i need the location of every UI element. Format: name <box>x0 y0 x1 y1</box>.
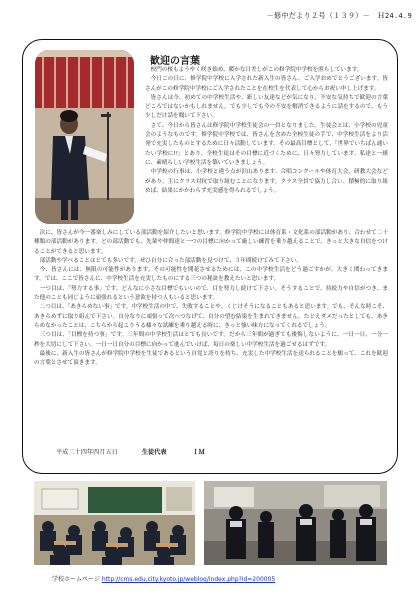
speaker-photo <box>35 50 134 224</box>
article-body-main <box>34 229 388 368</box>
paragraph: 一つ目は、「努力する事」です。どんなに小さな目標でもいいので、目を努力し続けて下さい。そうすることで、持続力や自信がつき、また他のことも同じように頑張れるという意欲を持つ人もいると思います。 <box>34 285 388 302</box>
footer-label: 学校ホームページ <box>52 576 100 583</box>
hallway-photo <box>204 481 387 565</box>
article-title: 歓迎の言葉 <box>150 56 200 67</box>
paragraph: 最後に、新入生の皆さんが修学院中学校を生徒であるという自覚と誇りを持ち、充実した中学校生活を送られることを願って、これを歓迎の言葉とさせて頂きます。 <box>34 350 388 367</box>
footer <box>52 574 275 583</box>
speaker-photo-image <box>35 50 134 224</box>
paragraph: 中学校の行事は、小学校と違う点が沢山あります。合唱コンクールや体育大会、研教大会などがあり、主にクラス対抗で取り組むことになります。クラス全員で協力し合い、積極的に取り組めば、結果にかかわらず充実感を得られるでしょう。 <box>145 169 388 194</box>
paragraph: 皆さんは今、初めての中学校生活や、新しい友達などが気になり、不安な気持ちで歓迎の言葉どころではないかもしれません。でも少しでも今の不安を解消できるように話をするので、もう少しだけ話を聞いて下さい。 <box>145 94 388 120</box>
paragraph: 校門の桜もようやく咲き始め、暖かな日差しがこの修学院中学校を照らしています。 <box>150 67 363 73</box>
homepage-link[interactable]: http://cms.edu.city.kyoto.jp/weblog/index.php?id=200005 <box>101 576 276 583</box>
signature-name: ＩＭ <box>192 449 205 456</box>
paragraph: さて、今日から皆さんは修学院中学校生徒会の一員となりました。生徒会とは、小学校の児童会のようなものです。修学院中学校では、皆さんを含めた全校生徒の手で、中学校生活をより活発で充実したものとするために日々活動しています。その最高目標として、「世界でいちばん通いたい学校に!!」とあり、全校生徒はその目標に近づくために、日々努力しています。私達と一緒に、素晴らしい学校生活を築いていきましょう。 <box>145 122 388 166</box>
signature-date: 平成二十四年四月五日 <box>56 449 118 456</box>
paragraph: 部活動や学べることはとても多いです。ぜひ自分に合った部活動を見つけて、３年間続けてみて下さい。 <box>39 257 302 264</box>
classroom-photo-image <box>34 481 195 565</box>
paragraph: 二つ目は、「あきらめない事」です。中学校生活の中で、失敗することや、くじけそうになることもあると思います。でも、そんな時こそ、あきらめずに取り組んで下さい。自分なりに頑張って次へつなげて、自分の望む結果を生まれてきません。たとえダメだったとしても、あきらめなかったことは、こちらから起こりうる様々な試練を乗り越える時に、きっと強い味方になってくれるでしょう。 <box>34 304 388 329</box>
signature-line <box>56 447 205 456</box>
newsletter-header: －修中だより２号（１３９）－ Ｈ24.4.9 <box>266 11 412 20</box>
article-body-top <box>145 66 388 196</box>
paragraph: 次に、皆さんが今一番楽しみにしている部活動を紹介したいと思います。修学院中学校には体育系・文化系の部活動があり、合わせて二十種類の部活動があります。どの部活動でも、先輩や仲間達と一つの目標に向かって厳しい練習を乗り越えることで、きっと大きな自信をつけることができると思います。 <box>34 230 388 255</box>
paragraph: 三つ目は、「目標を持つ事」です。三年間の中学校生活はとても長いです。だから三年間が過ぎても後悔しないように、一日一日、一分一秒を大切にして下さい。一日一日自分の目標に向かって進んでいけば、毎日の楽しい中学校生活を過ごせるはずです。 <box>34 332 388 348</box>
paragraph: 今日この日に、修学院中学校に入学された新入生の皆さん、ご入学おめでとうございます。皆さんがこの修学院中学校にご入学されたことを在校生を代表して心からお祝い申し上げます。 <box>145 76 388 92</box>
paragraph: 今、皆さんには、無限の可能性があります。その可能性を開花させるためには、この中学校生活をどう過ごすかが、大きく関わってきます。では、ここで皆さんに、中学校生活を充実したものにする三つの秘訣を教えたいと思います。 <box>34 267 388 283</box>
hallway-photo-image <box>204 481 387 565</box>
signature-role: 生徒代表 <box>141 449 167 456</box>
classroom-photo <box>34 481 195 565</box>
